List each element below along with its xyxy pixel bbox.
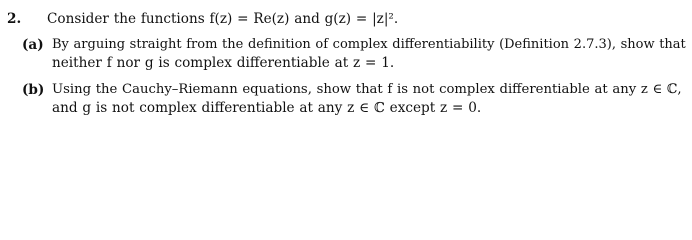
problem-intro: Consider the functions f(z) = Re(z) and g(z) = |z|². (47, 11, 399, 27)
part-a-label: (a) (22, 37, 44, 53)
part-b-label: (b) (22, 82, 45, 98)
part-a-line-1: By arguing straight from the definition of complex differentiability (Definition 2.7.3), show that (52, 37, 686, 52)
part-b-line-1: Using the Cauchy–Riemann equations, show that f is not complex differentiable at any z ∈ ℂ, (52, 82, 682, 97)
part-b-line-2: and g is not complex differentiable at any z ∈ ℂ except z = 0. (52, 100, 482, 116)
problem-number: 2. (7, 11, 22, 27)
part-a-line-2: neither f nor g is complex differentiable at z = 1. (52, 55, 395, 71)
